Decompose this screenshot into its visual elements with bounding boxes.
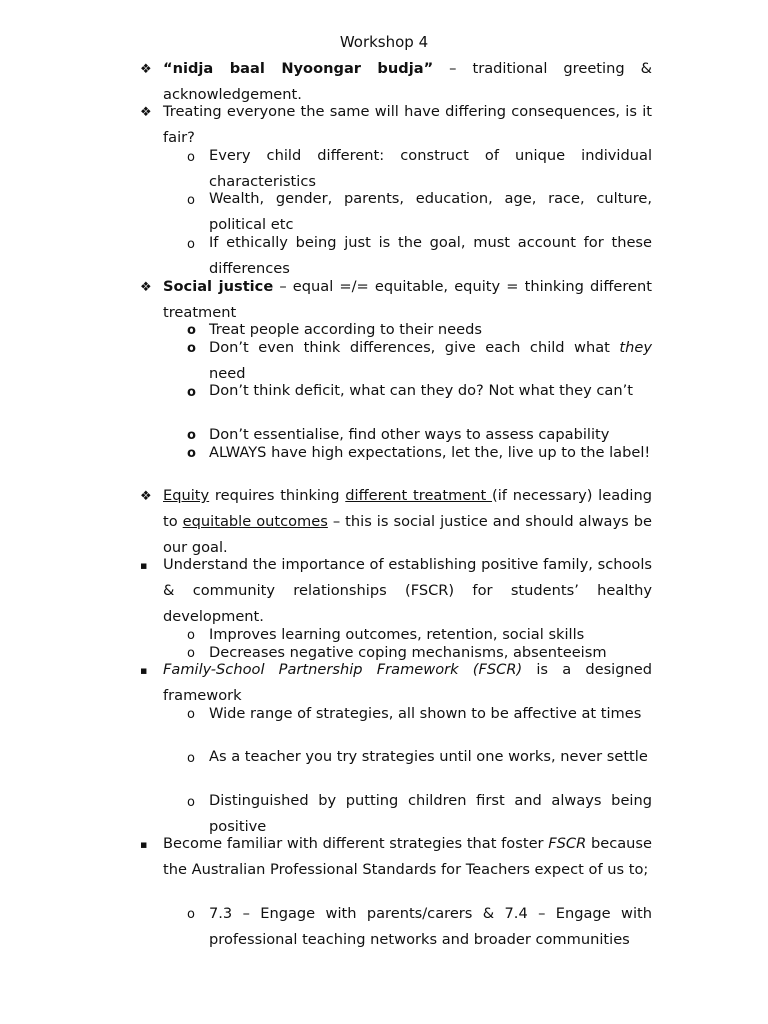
greeting-phrase: “nidja baal Nyoongar budja” — [163, 60, 434, 77]
list-item: 7.3 – Engage with parents/carers & 7.4 – Engage with professional teaching networks and broader communities — [209, 905, 652, 948]
circle-bullet-icon: o — [187, 907, 195, 922]
circle-bullet-icon: o — [187, 385, 196, 400]
list-item: Every child different: construct of unique individual characteristics — [209, 147, 652, 190]
circle-bullet-icon: o — [187, 707, 195, 722]
diamond-bullet-icon: ❖ — [140, 62, 152, 77]
framework-name: Family-School Partnership Framework (FSCR) — [163, 661, 523, 678]
social-justice-heading: Social justice — [163, 278, 274, 295]
list-item: Don’t essentialise, find other ways to assess capability — [209, 426, 610, 443]
list-item: As a teacher you try strategies until one works, never settle — [209, 748, 648, 765]
list-item: Understand the importance of establishing positive family, schools & community relationships (FSCR) for students’ healthy development. — [163, 556, 652, 625]
circle-bullet-icon: o — [187, 628, 195, 643]
square-bullet-icon: ▪ — [140, 838, 148, 851]
diamond-bullet-icon: ❖ — [140, 280, 152, 295]
list-item: Wide range of strategies, all shown to be affective at times — [209, 705, 642, 722]
list-item: Wealth, gender, parents, education, age, race, culture, political etc — [209, 190, 652, 233]
circle-bullet-icon: o — [187, 428, 196, 443]
list-item: Social justice – equal =/= equitable, equity = thinking different treatment — [163, 278, 653, 321]
circle-bullet-icon: o — [187, 646, 195, 661]
diamond-bullet-icon: ❖ — [140, 489, 152, 504]
diamond-bullet-icon: ❖ — [140, 105, 152, 120]
circle-bullet-icon: o — [187, 751, 195, 766]
square-bullet-icon: ▪ — [140, 559, 148, 572]
circle-bullet-icon: o — [187, 795, 195, 810]
list-item: Treat people according to their needs — [209, 321, 482, 338]
circle-bullet-icon: o — [187, 323, 196, 338]
list-item: Family-School Partnership Framework (FSCR) is a designed framework — [163, 661, 652, 704]
circle-bullet-icon: o — [187, 193, 195, 208]
page-title: Workshop 4 — [339, 33, 429, 51]
list-item: Equity requires thinking different treatment (if necessary) leading to equitable outcomes – this is social justice and should always be our goal. — [163, 487, 652, 556]
list-item: If ethically being just is the goal, must account for these differences — [209, 234, 652, 277]
list-item: Don’t even think differences, give each child what they need — [209, 339, 652, 382]
list-item: Become familiar with different strategies that foster FSCR because the Australian Professional Standards for Teachers expect of us to; — [163, 835, 652, 878]
list-item: Distinguished by putting children first and always being positive — [209, 792, 652, 835]
circle-bullet-icon: o — [187, 150, 195, 165]
list-item: Decreases negative coping mechanisms, absenteeism — [209, 644, 607, 661]
list-item: Don’t think deficit, what can they do? Not what they can’t — [209, 382, 633, 399]
circle-bullet-icon: o — [187, 341, 196, 356]
list-item: “nidja baal Nyoongar budja” – traditional greeting & acknowledgement. — [163, 60, 652, 103]
circle-bullet-icon: o — [187, 237, 195, 252]
list-item: Treating everyone the same will have differing consequences, is it fair? — [163, 103, 652, 146]
list-item: ALWAYS have high expectations, let the, live up to the label! — [209, 444, 651, 461]
square-bullet-icon: ▪ — [140, 664, 148, 677]
list-item: Improves learning outcomes, retention, social skills — [209, 626, 585, 643]
circle-bullet-icon: o — [187, 446, 196, 461]
